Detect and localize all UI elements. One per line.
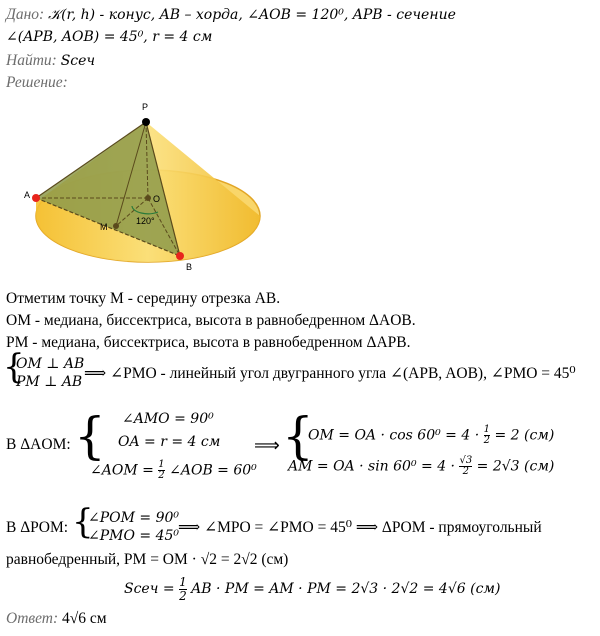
sys2-out-1-pre: OM = OA · cos 60⁰ = 4 · — [308, 427, 480, 444]
sys3-row-1: ∠POM = 90⁰ — [88, 510, 180, 526]
sys1-row-2: PM ⊥ AB — [16, 374, 83, 390]
fraction-num-2: 1 — [483, 424, 490, 435]
fraction-half-2 — [484, 425, 490, 446]
brace-3: { — [282, 407, 314, 465]
area-formula — [124, 576, 500, 602]
given-line-1 — [6, 6, 456, 24]
fraction-num-3: √3 — [459, 455, 473, 466]
sys2-out-1 — [308, 425, 554, 446]
brace-2: { — [74, 407, 106, 465]
answer-line — [6, 610, 107, 628]
line-1: Отметим точку M - середину отрезка AB. — [6, 290, 281, 307]
point-a — [32, 194, 40, 202]
sys2-out-2-pre: AM = OA · sin 60⁰ = 4 · — [288, 458, 456, 475]
sys2-row-3-pre: ∠AOM = — [90, 462, 154, 479]
answer-label: Ответ: — [6, 610, 59, 627]
sys2-out-1-post: = 2 (см) — [494, 427, 555, 444]
sys3-lead: В ΔPOM: — [6, 519, 69, 536]
label-a: A — [24, 190, 31, 200]
label-angle: 120° — [136, 216, 155, 226]
given-label: Дано: — [6, 6, 45, 23]
fraction-den: 2 — [158, 470, 165, 481]
sys1-conclusion: ⟹ ∠PMO - линейный угол двугранного угла ∠(APB, AOB), ∠PMO = 45⁰ — [84, 365, 576, 382]
sys2-out-2-post: = 2√3 (см) — [476, 458, 555, 475]
find-line — [6, 52, 95, 70]
sys2-row-1: ∠AMO = 90⁰ — [122, 411, 214, 427]
sys3-line-2: равнобедренный, PM = OM · √2 = 2√2 (см) — [6, 551, 289, 568]
area-lhs: Sсеч = — [124, 581, 175, 598]
brace-1: { — [3, 347, 25, 387]
given-text-1: 𝒦(r, h) - конус, AB – хорда, ∠AOB = 120⁰, APB - сечение — [48, 7, 456, 23]
brace-4: { — [72, 502, 94, 542]
sys2-row-3-post: ∠AOB = 60⁰ — [169, 462, 257, 479]
sys1-row-1: OM ⊥ AB — [16, 356, 85, 372]
line-3: PM - медиана, биссектриса, высота в равнобедренном ΔAPB. — [6, 334, 411, 351]
label-o: O — [153, 194, 161, 204]
fraction-area-den: 2 — [179, 588, 187, 603]
point-m — [113, 223, 119, 229]
sys2-out-2 — [288, 456, 554, 477]
find-value: Sсеч — [60, 53, 96, 69]
solution-label: Решение: — [6, 74, 68, 91]
fraction-half — [158, 460, 164, 481]
sys3-row-2: ∠PMO = 45⁰ — [88, 528, 180, 544]
sys3-conclusion: ⟹ ∠MPO = ∠PMO = 45⁰ ⟹ ΔPOM - прямоугольный — [178, 519, 542, 536]
label-p: P — [142, 102, 149, 112]
find-label: Найти: — [6, 52, 57, 69]
point-p — [142, 118, 150, 126]
cone-figure — [20, 98, 280, 280]
fraction-area — [179, 576, 187, 602]
sys2-lead: В ΔAOM: — [6, 436, 71, 453]
given-line-2: ∠(APB, AOB) = 45⁰, r = 4 см — [6, 29, 213, 45]
fraction-area-num: 1 — [179, 575, 187, 589]
point-o — [145, 195, 151, 201]
sys2-row-3 — [90, 460, 257, 481]
fraction-num: 1 — [158, 459, 165, 470]
point-b — [176, 252, 184, 260]
answer-value: 4√6 см — [62, 610, 107, 627]
fraction-den-2: 2 — [483, 435, 490, 446]
label-b: B — [186, 262, 193, 272]
sys2-arrow: ⟹ — [254, 435, 280, 456]
line-2: OM - медиана, биссектриса, высота в равнобедренном ΔAOB. — [6, 312, 416, 329]
area-rhs: AB · PM = AM · PM = 2√3 · 2√2 = 4√6 (см) — [191, 581, 501, 598]
sys2-row-2: OA = r = 4 см — [118, 434, 221, 450]
fraction-root3-half — [459, 456, 472, 477]
fraction-den-3: 2 — [462, 466, 470, 477]
label-m: M — [100, 222, 108, 232]
